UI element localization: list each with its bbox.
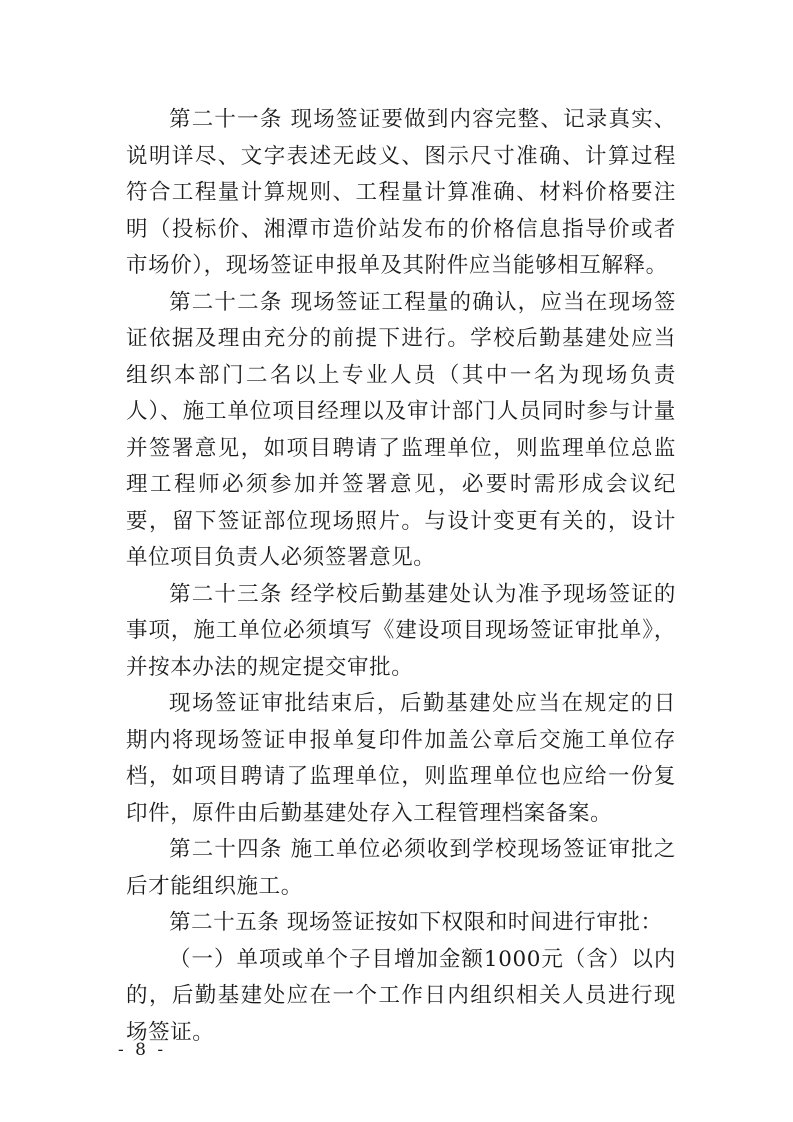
article-25-item-1-paragraph: （一）单项或单个子目增加金额1000元（含）以内的，后勤基建处应在一个工作日内组织相关人员进行现场签证。 — [126, 946, 676, 1045]
document-body — [126, 102, 676, 1051]
article-24-paragraph: 第二十四条 施工单位必须收到学校现场签证审批之后才能组织施工。 — [126, 837, 676, 899]
article-25-paragraph: 第二十五条 现场签证按如下权限和时间进行审批： — [169, 910, 663, 935]
article-23-paragraph: 第二十三条 经学校后勤基建处认为准予现场签证的事项，施工单位必须填写《建设项目现场签证审批单》，并按本办法的规定提交审批。 — [126, 581, 676, 680]
page-number: - 8 - — [118, 1040, 167, 1060]
article-21-paragraph: 第二十一条 现场签证要做到内容完整、记录真实、说明详尽、文字表述无歧义、图示尺寸准确、计算过程符合工程量计算规则、工程量计算准确、材料价格要注明（投标价、湘潭市造价站发布的价格信息指导价或者市场价），现场签证申报单及其附件应当能够相互解释。 — [126, 107, 676, 278]
approval-archive-paragraph: 现场签证审批结束后，后勤基建处应当在规定的日期内将现场签证申报单复印件加盖公章后交施工单位存档，如项目聘请了监理单位，则监理单位也应给一份复印件，原件由后勤基建处存入工程管理档案备案。 — [126, 691, 676, 826]
article-22-paragraph: 第二十二条 现场签证工程量的确认，应当在现场签证依据及理由充分的前提下进行。学校后勤基建处应当组织本部门二名以上专业人员（其中一名为现场负责人）、施工单位项目经理以及审计部门人员同时参与计量并签署意见，如项目聘请了监理单位，则监理单位总监理工程师必须参加并签署意见，必要时需形成会议纪要，留下签证部位现场照片。与设计变更有关的，设计单位项目负责人必须签署意见。 — [126, 289, 676, 570]
